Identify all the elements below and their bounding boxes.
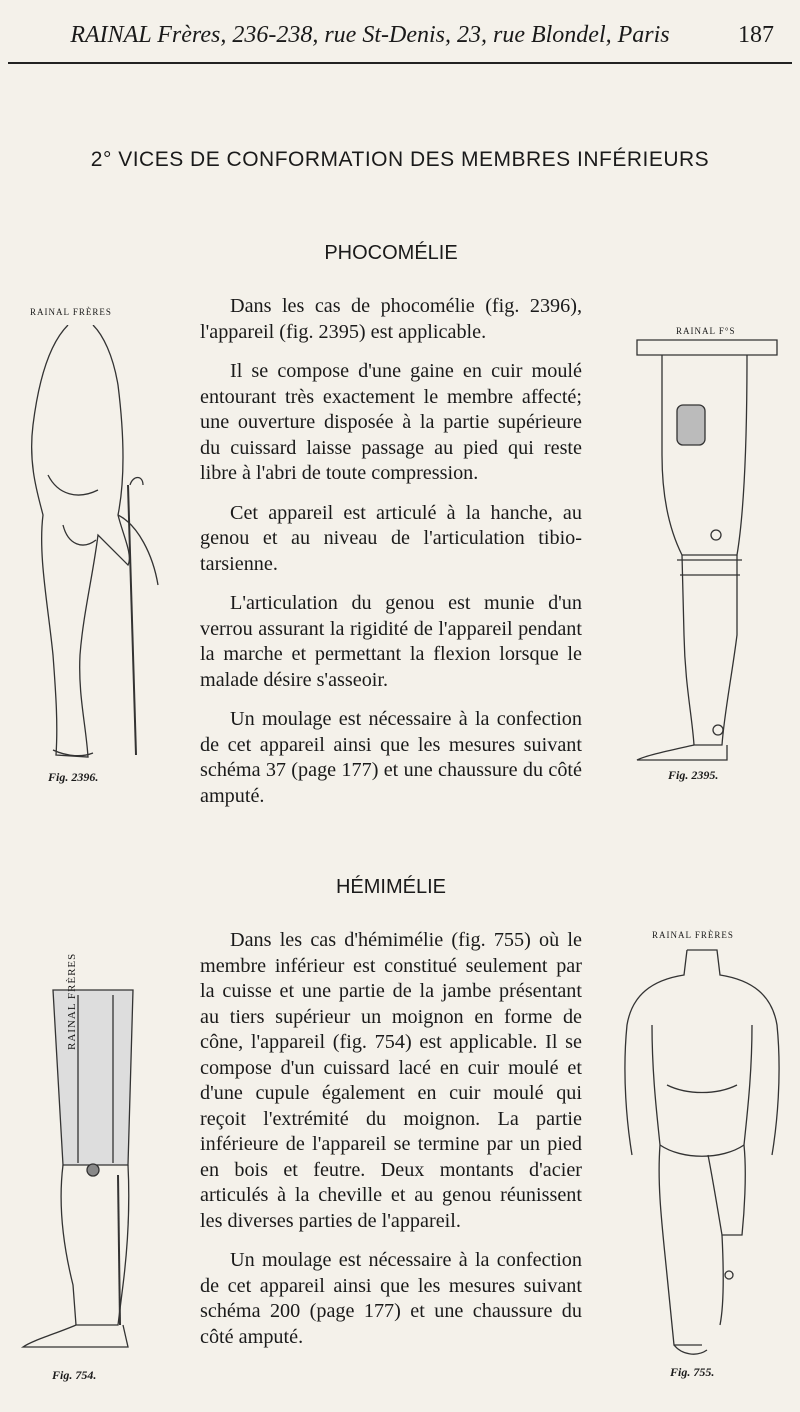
figure-caption: Fig. 2396.	[48, 770, 99, 784]
paragraph: Cet appareil est articulé à la hanche, au genou et au niveau de l'articulation tibio-tarsienne.	[200, 501, 582, 575]
figure-caption: Fig. 755.	[670, 1365, 715, 1379]
figure-caption: Fig. 754.	[52, 1368, 97, 1382]
figure-2396-illustration	[8, 325, 193, 765]
figure-brand-label: RAINAL FRÈRES	[66, 952, 78, 1050]
figure-caption: Fig. 2395.	[668, 768, 719, 782]
phocomelie-text	[200, 294, 582, 823]
paragraph: Dans les cas d'hémimélie (fig. 755) où le membre inférieur est constitué seulement par la cuisse et une partie de la jambe présentant au tiers supérieur un moignon en forme de cône, l'appareil (fig. 754) est applicable. Il se compose d'un cuissard lacé en cuir moulé et d'une cupule également en cuir moulé qui reçoit l'extrémité du moignon. La partie inférieure de l'appareil se termine par un pied en bois et feutre. Deux montants d'acier articulés à la cheville et au genou réunissent les diverses parties de l'appareil.	[200, 929, 582, 1232]
paragraph: Un moulage est nécessaire à la confection de cet appareil ainsi que les mesures suivant schéma 200 (page 177) et une chaussure du côté amputé.	[200, 1249, 582, 1348]
figure-brand-label: RAINAL F°S	[676, 326, 736, 336]
paragraph: Un moulage est nécessaire à la confection de cet appareil ainsi que les mesures suivant schéma 37 (page 177) et une chaussure du côté amputé.	[200, 708, 582, 807]
paragraph: Il se compose d'une gaine en cuir moulé entourant très exactement le membre affecté; une ouverture disposée à la partie supérieure du cuissard laisse passage au pied qui reste libre à l'abri de toute compression.	[200, 360, 582, 484]
paragraph: L'articulation du genou est munie d'un verrou assurant la rigidité de l'appareil pendant la marche et permettant la flexion lorsque le malade désire s'asseoir.	[200, 592, 582, 691]
figure-brand-label: RAINAL FRÈRES	[30, 307, 112, 317]
header-title: RAINAL Frères, 236-238, rue St-Denis, 23, rue Blondel, Paris	[70, 22, 670, 48]
figure-755-illustration	[612, 945, 792, 1365]
figure-2395-illustration	[632, 335, 782, 765]
running-header	[8, 18, 792, 64]
figure-brand-label: RAINAL FRÈRES	[652, 930, 734, 940]
figure-754-illustration	[18, 985, 168, 1355]
paragraph: Dans les cas de phocomélie (fig. 2396), l'appareil (fig. 2395) est applicable.	[200, 295, 582, 343]
hemimelie-heading: HÉMIMÉLIE	[335, 876, 447, 898]
section-title: 2° VICES DE CONFORMATION DES MEMBRES INFÉRIEURS	[90, 148, 710, 171]
phocomelie-heading: PHOCOMÉLIE	[324, 242, 458, 264]
page-number: 187	[738, 22, 774, 48]
hemimelie-text	[200, 928, 582, 1364]
